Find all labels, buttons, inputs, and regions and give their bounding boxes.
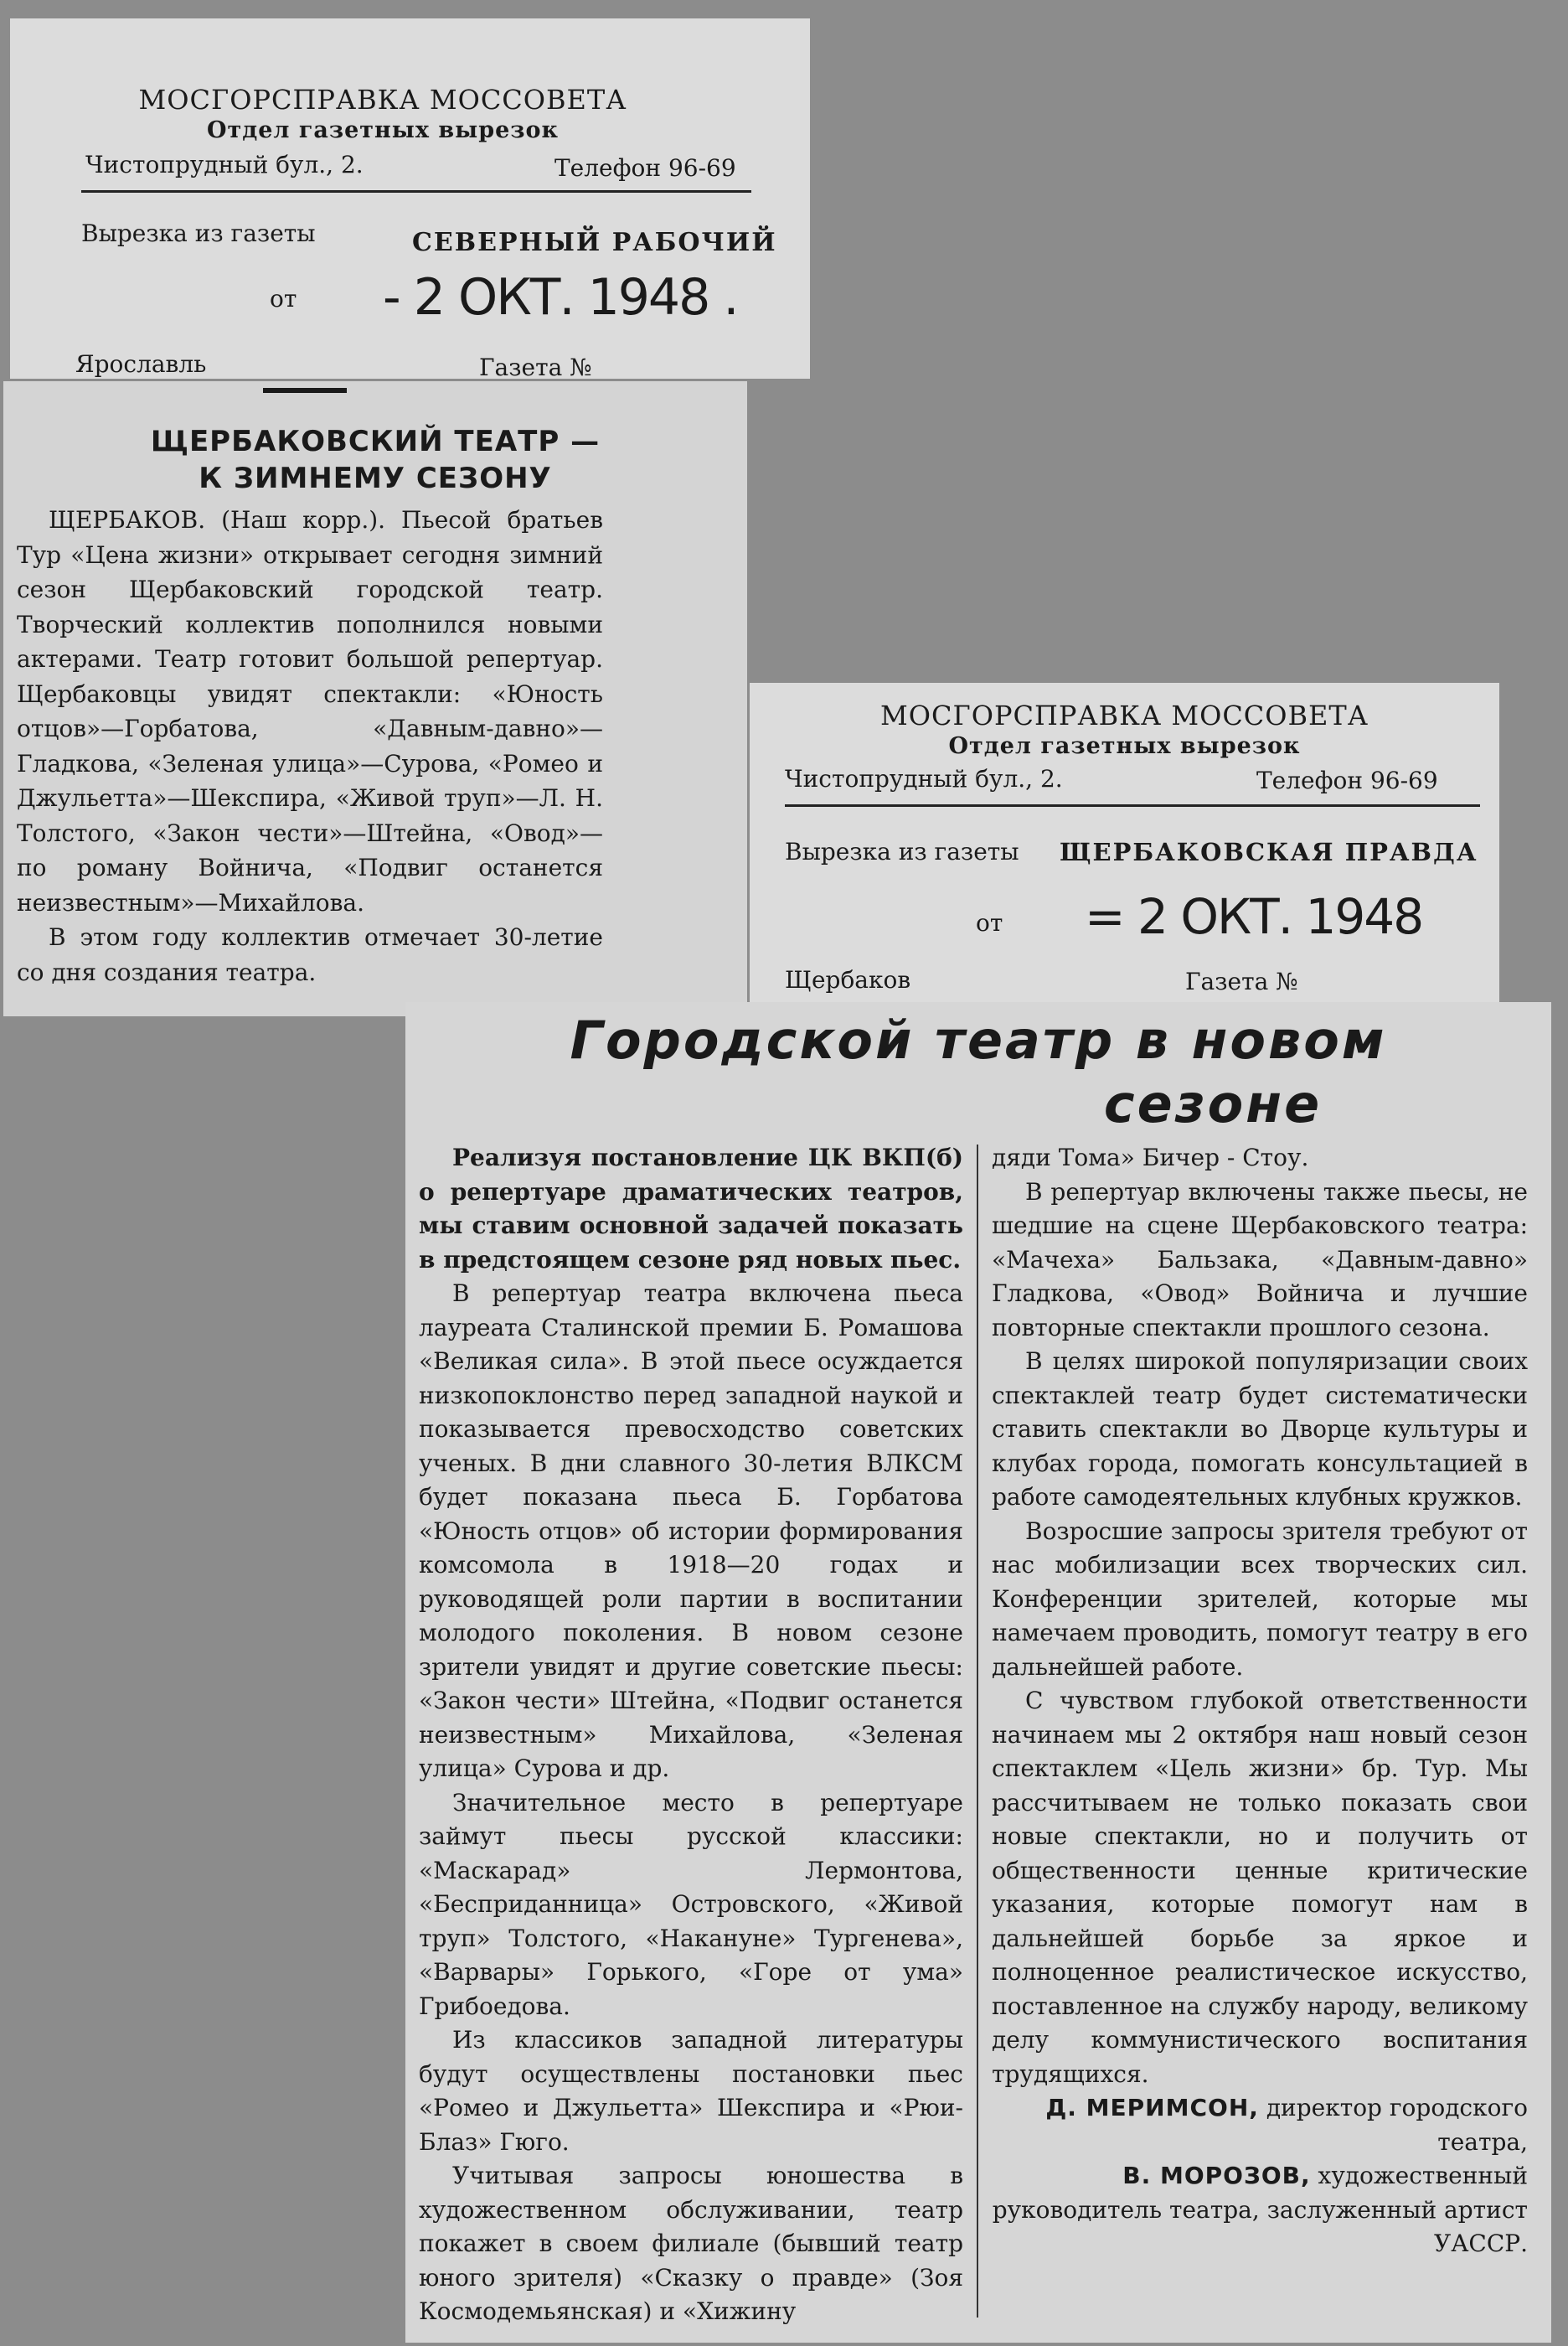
article-city-theatre-new-season	[405, 1002, 1551, 2343]
signature-name: Д. МЕРИМСОН,	[1045, 2094, 1259, 2121]
article-headline-line-1: ЩЕРБАКОВСКИЙ ТЕАТР —	[150, 425, 601, 458]
article-lead-paragraph: Реализуя постановление ЦК ВКП(б) о репертуаре драматических театров, мы ставим основной задачей показать в предстоящем сезоне ряд новых пьес.	[419, 1144, 963, 1274]
slip-divider	[81, 190, 751, 193]
article-shcherbakovsky-theatre	[3, 381, 747, 1016]
slip-department: Отдел газетных вырезок	[948, 733, 1301, 759]
column-divider	[977, 1145, 978, 2318]
slip-phone: Телефон 96-69	[554, 154, 736, 182]
signature-block-2	[992, 2159, 1528, 2261]
slip-address: Чистопрудный бул., 2.	[85, 151, 364, 178]
article-title	[405, 1009, 1551, 1136]
article-paragraph: В репертуар включены также пьесы, не шедшие на сцене Щербаковского театра: «Мачеха» Бальзака, «Давным-давно» Гладкова, «Овод» Войнича и лучшие повторные спектакли прошлого сезона.	[992, 1177, 1528, 1341]
article-title-line-2: сезоне	[1103, 1073, 1323, 1134]
clipping-slip-severny-rabochy	[10, 18, 810, 379]
article-paragraph: ЩЕРБАКОВ. (Наш корр.). Пьесой братьев Тур «Цена жизни» открывает сегодня зимний сезон Щербаковский городской театр. Творческий коллектив пополнился новыми актерами. Театр готовит большой репертуар. Щербаковцы увидят спектакли: «Юность отцов»—Горбатова, «Давным-давно»—Гладкова, «Зеленая улица»—Сурова, «Ромео и Джульетта»—Шекспира, «Живой труп»—Л. Н. Толстого, «Закон чести»—Штейна, «Овод»—по роману Войнича, «Подвиг останется неизвестным»—Михайлова.	[17, 506, 603, 917]
slip-address: Чистопрудный бул., 2.	[785, 765, 1063, 793]
article-paragraph: В репертуар театра включена пьеса лауреата Сталинской премии Б. Ромашова «Великая сила». В этой пьесе осуждается низкопоклонство перед западной наукой и показывается превосходство советских ученых. В дни славного 30-летия ВЛКСМ будет показана пьеса Б. Горбатова «Юность отцов» об истории формирования комсомола в 1918—20 годах и руководящей роли партии в воспитании молодого поколения. В новом сезоне зрители увидят и другие советские пьесы: «Закон чести» Штейна, «Подвиг останется неизвестным» Михайлова, «Зеленая улица» Сурова и др.	[419, 1279, 963, 1782]
slip-org: МОСГОРСПРАВКА МОССОВЕТА	[880, 700, 1369, 731]
article-paragraph: Возросшие запросы зрителя требуют от нас мобилизации всех творческих сил. Конференции зрителей, которые мы намечаем проводить, помогут театру в его дальнейшей работе.	[992, 1517, 1528, 1681]
signature-role: художественный руководитель театра, заслуженный артист УАССР.	[992, 2162, 1528, 2257]
slip-from-label: от	[270, 285, 297, 313]
slip-from-label: от	[976, 909, 1003, 937]
article-paragraph: В этом году коллектив отмечает 30-летие со дня создания театра.	[17, 923, 603, 986]
article-headline-line-2: К ЗИМНЕМУ СЕЗОНУ	[199, 462, 552, 495]
slip-divider	[785, 804, 1480, 807]
slip-phone: Телефон 96-69	[1256, 767, 1438, 794]
slip-newspaper-name: ЩЕРБАКОВСКАЯ ПРАВДА	[1060, 838, 1478, 866]
slip-date-stamp: - 2 ОКТ. 1948 .	[383, 268, 738, 327]
article-column-right	[992, 1141, 1528, 2261]
slip-newspaper-name: СЕВЕРНЫЙ РАБОЧИЙ	[412, 228, 777, 257]
article-column-left	[419, 1141, 963, 2329]
slip-org: МОСГОРСПРАВКА МОССОВЕТА	[138, 84, 627, 116]
slip-department: Отдел газетных вырезок	[207, 117, 559, 143]
signature-block-1	[992, 2091, 1528, 2159]
slip-city: Щербаков	[785, 966, 911, 994]
signature-role: директор городского театра,	[1266, 2094, 1528, 2156]
article-body	[17, 503, 603, 990]
signature-name: В. МОРОЗОВ,	[1122, 2162, 1311, 2189]
slip-gazette-number: Газета №	[479, 354, 592, 381]
slip-gazette-number: Газета №	[1185, 968, 1298, 995]
slip-clip-label: Вырезка из газеты	[81, 220, 316, 247]
article-paragraph: В целях широкой популяризации своих спектаклей театр будет систематически ставить спектакли во Дворце культуры и клубах города, помогать консультацией в работе самодеятельных клубных кружков.	[992, 1347, 1528, 1511]
article-paragraph: Значительное место в репертуаре займут пьесы русской классики: «Маскарад» Лермонтова, «Бесприданница» Островского, «Живой труп» Толстого, «Накануне» Тургенева», «Варвары» Горького, «Горе от ума» Грибоедова.	[419, 1788, 963, 2020]
slip-clip-label: Вырезка из газеты	[785, 838, 1019, 866]
article-title-line-1: Городской театр в новом	[570, 1010, 1387, 1071]
clipping-slip-shcherbakovskaya-pravda	[750, 683, 1499, 1018]
article-paragraph: Учитывая запросы юношества в художественном обслуживании, театр покажет в своем филиале (бывший театр юного зрителя) «Сказку о правде» (Зоя Космодемьянская) и «Хижину	[419, 2162, 963, 2325]
slip-date-stamp: = 2 ОКТ. 1948	[1085, 888, 1423, 945]
article-paragraph-continued: дяди Тома» Бичер - Стоу.	[992, 1144, 1309, 1171]
article-paragraph: С чувством глубокой ответственности начинаем мы 2 октября наш новый сезон спектаклем «Цель жизни» бр. Тур. Мы рассчитываем не только показать свои новые спектакли, но и получить от общественности ценные критические указания, которые помогут нам в дальнейшей борьбе за яркое и полноценное реалистическое искусство, поставленное на службу народу, великому делу коммунистического воспитания трудящихся.	[992, 1687, 1528, 2088]
article-paragraph: Из классиков западной литературы будут осуществлены постановки пьес «Ромео и Джульетта» Шекспира и «Рюи-Блаз» Гюго.	[419, 2026, 963, 2156]
slip-city: Ярославль	[75, 350, 207, 378]
decorative-rule	[263, 388, 347, 393]
